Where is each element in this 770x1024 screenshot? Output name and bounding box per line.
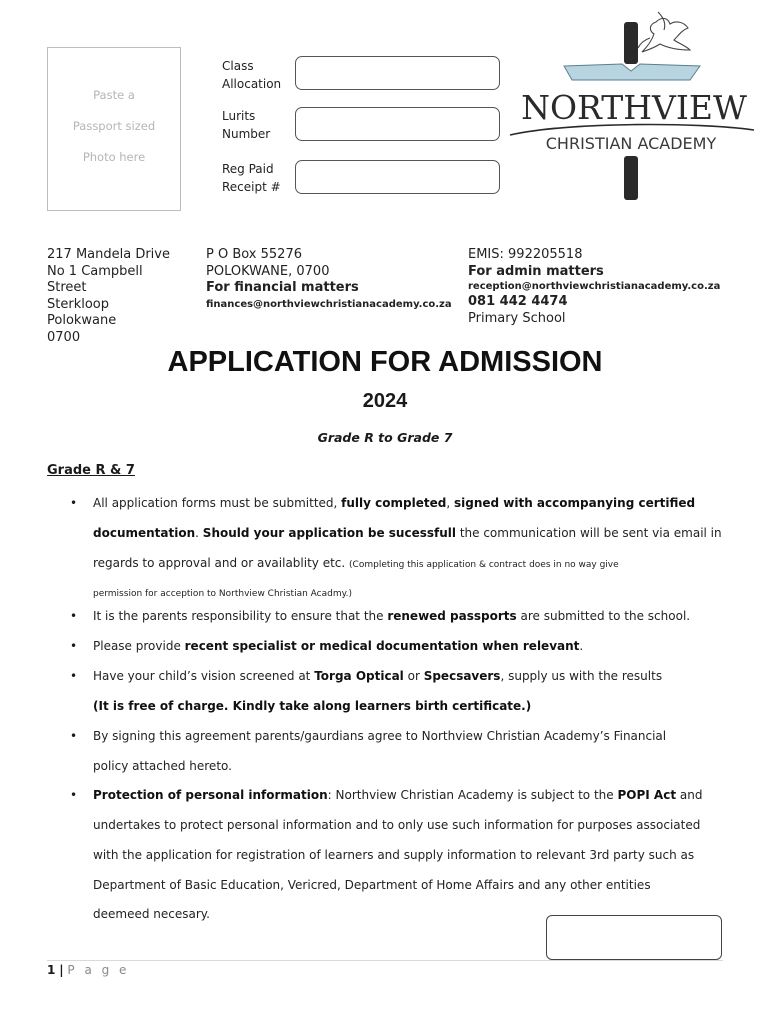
bullet-icon: • [70, 609, 78, 623]
admin-email[interactable]: reception@northviewchristianacademy.co.za [468, 281, 721, 292]
dove-icon [638, 12, 690, 52]
section-heading: Grade R & 7 [47, 463, 135, 478]
bullet-1-line-2: documentation. Should your application be sucessfull the communication will be sent via email in [93, 526, 722, 540]
lurits-number-label: Lurits Number [222, 109, 271, 141]
bullet-6-line-2: undertakes to protect personal information and to only use such information for purposes associated [93, 818, 701, 832]
bullet-icon: • [70, 496, 78, 510]
grade-range: Grade R to Grade 7 [317, 430, 453, 445]
bullet-5-line-1: By signing this agreement parents/gaurdians agree to Northview Christian Academy’s Financial [93, 729, 667, 743]
bullet-5-line-2: policy attached hereto. [93, 759, 232, 773]
contact-details [468, 247, 720, 327]
bullet-2-line-1: It is the parents responsibility to ensure that the renewed passports are submitted to the school. [93, 609, 691, 623]
page-footer: 1 | P a g e [47, 963, 130, 977]
bullet-icon: • [70, 639, 78, 653]
reg-paid-receipt-label: Reg Paid Receipt # [222, 162, 281, 194]
cross-top-icon [624, 22, 638, 64]
logo-subtitle: CHRISTIAN ACADEMY [545, 134, 717, 153]
phone-number: 081 442 4474 [468, 294, 568, 309]
bullet-1-line-3: regards to approval and or availablity etc. (Completing this application & contract does in no way give [93, 556, 619, 570]
bullet-1-line-4: permission for acception to Northview Christian Acadmy.) [93, 589, 353, 599]
bullet-6-line-3: with the application for registration of learners and supply information to relevant 3rd party such as [93, 848, 695, 862]
bullet-4-line-2: (It is free of charge. Kindly take along learners birth certificate.) [93, 699, 532, 713]
bullet-icon: • [70, 788, 78, 802]
passport-photo-box [47, 47, 181, 211]
bullet-1-line-1: All application forms must be submitted, fully completed, signed with accompanying certified [93, 496, 696, 510]
school-logo [508, 8, 758, 208]
book-icon [564, 64, 700, 80]
emis-number: EMIS: 992205518 [468, 247, 583, 262]
bullet-4-line-1: Have your child’s vision screened at Torga Optical or Specsavers, supply us with the results [93, 669, 663, 683]
finance-label: For financial matters [206, 280, 359, 295]
footer-divider [47, 960, 723, 961]
logo-name: NORTHVIEW [521, 88, 747, 127]
physical-address: 217 Mandela Drive No 1 Campbell Street Sterkloop Polokwane 0700 [47, 247, 170, 345]
bullet-3-line-1: Please provide recent specialist or medical documentation when relevant. [93, 639, 584, 653]
photo-hint-line-2: Passport sized [72, 119, 156, 133]
postal-address: P O Box 55276 POLOKWANE, 0700 For financial matters finances@northviewchristianacademy.co.za [206, 247, 452, 313]
bullet-icon: • [70, 729, 78, 743]
bullet-icon: • [70, 669, 78, 683]
finance-email[interactable]: finances@northviewchristianacademy.co.za [206, 298, 452, 310]
bullet-6-line-4: Department of Basic Education, Vericred, Department of Home Affairs and any other entities [93, 878, 651, 892]
photo-hint-line-3: Photo here [82, 150, 146, 164]
bullet-6-line-5: deemeed necesary. [93, 907, 210, 921]
admin-label: For admin matters [468, 263, 604, 279]
school-type: Primary School [468, 310, 566, 326]
bullet-6-line-1: Protection of personal information: Northview Christian Academy is subject to the POPI Act and [93, 788, 703, 802]
photo-hint-line-1: Paste a [93, 88, 135, 102]
application-year: 2024 [362, 390, 408, 412]
class-allocation-label: Class Allocation [222, 59, 282, 91]
class-allocation-field[interactable] [295, 56, 500, 90]
lurits-number-field[interactable] [295, 107, 500, 141]
reg-paid-receipt-field[interactable] [295, 160, 500, 194]
page-title: APPLICATION FOR ADMISSION [167, 346, 603, 378]
initials-box[interactable] [546, 915, 722, 960]
cross-bottom-icon [624, 156, 638, 200]
